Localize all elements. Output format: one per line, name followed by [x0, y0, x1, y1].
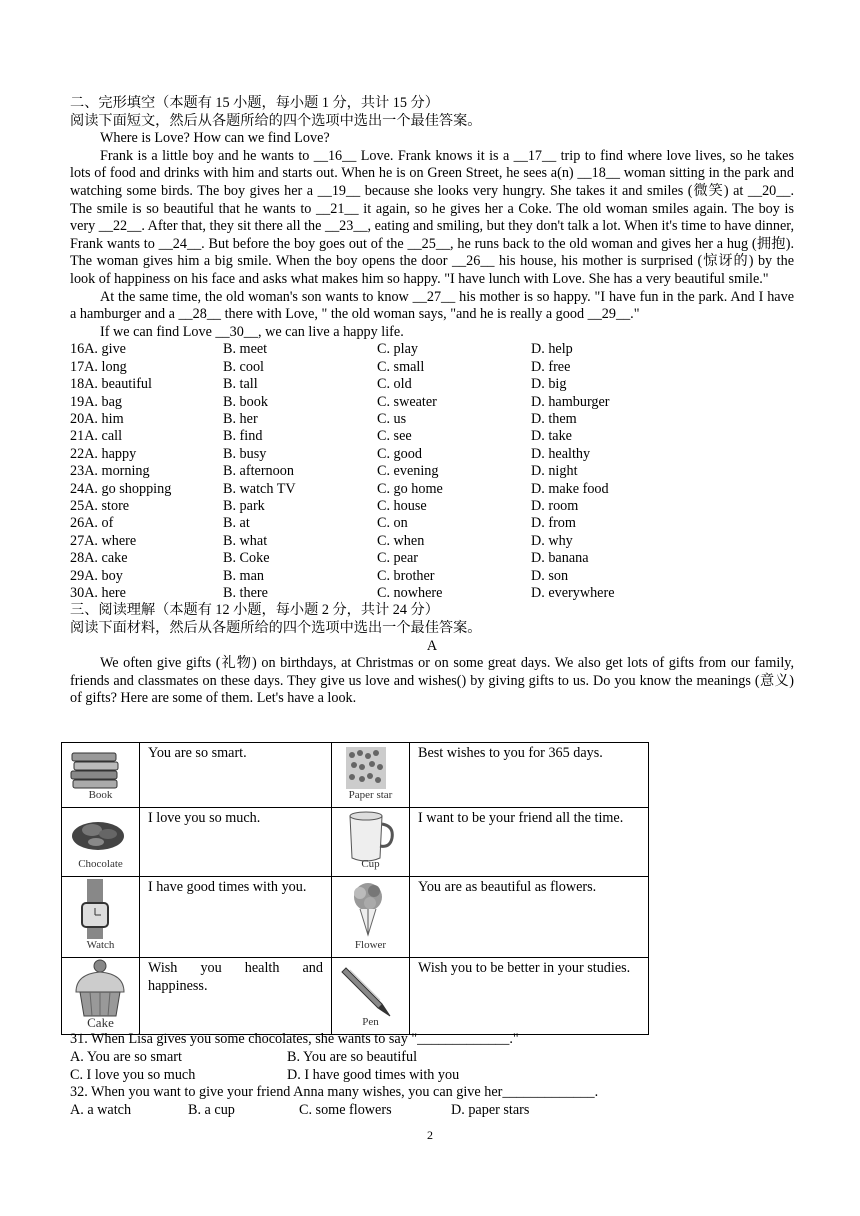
question-32-option-c: C. some flowers: [299, 1102, 392, 1118]
option: B. man: [223, 567, 264, 584]
option: C. play: [377, 341, 418, 358]
option: D. room: [531, 497, 579, 514]
gift-caption: Flower: [354, 939, 387, 952]
gift-image-cell: [62, 958, 140, 1035]
cloze-options: [70, 341, 794, 602]
option: B. park: [223, 497, 265, 514]
question-31-option-a: A. You are so smart: [70, 1049, 182, 1065]
option: B. Coke: [223, 550, 270, 567]
option: D. everywhere: [531, 585, 615, 601]
option: B. book: [223, 393, 268, 410]
option: 29A. boy: [70, 567, 123, 584]
option: C. old: [377, 376, 412, 393]
passage-paragraph-3: If we can find Love __30__, we can live a happy life.: [100, 323, 404, 340]
table-row: [62, 877, 649, 958]
gift-image-cell: [62, 808, 140, 877]
option: 26A. of: [70, 515, 114, 532]
option: D. why: [531, 532, 573, 549]
option: D. help: [531, 341, 573, 358]
gift-meaning: Wish you to be better in your studies.: [410, 958, 649, 1035]
option: 23A. morning: [70, 463, 150, 480]
gift-image-cell: [62, 877, 140, 958]
option: B. meet: [223, 341, 268, 358]
option: C. pear: [377, 550, 418, 567]
option: 27A. where: [70, 532, 137, 549]
gift-image-cell: [332, 743, 410, 808]
option: D. make food: [531, 480, 609, 497]
option: C. nowhere: [377, 585, 443, 601]
option: B. at: [223, 515, 250, 532]
option: C. go home: [377, 480, 443, 497]
gifts-table: [61, 742, 649, 1035]
question-31-option-b: B. You are so beautiful: [287, 1049, 418, 1065]
gift-caption: Pen: [362, 1016, 379, 1029]
option: 22A. happy: [70, 445, 137, 462]
document-body: [70, 95, 794, 708]
section3-instruction: 阅读下面材料，然后从各题所给的四个选项中选出一个最佳答案。: [70, 620, 482, 636]
reading-intro: We often give gifts (礼物) on birthdays, at Christmas or on some great days. We also get lots of gifts from our family, friends and classmates on these days. They give us love and wishes() by giving gifts to us. Do you know the meanings (意义) of gifts? Here are some of them. Let's have a look.: [70, 655, 794, 707]
option: 28A. cake: [70, 550, 128, 567]
option: 24A. go shopping: [70, 480, 172, 497]
table-row: [62, 743, 649, 808]
gift-meaning-text: Wish you health and happiness.: [148, 960, 323, 994]
option: C. small: [377, 358, 425, 375]
option: D. big: [531, 376, 567, 393]
gift-caption: Watch: [86, 939, 115, 952]
passage-title: Where is Love? How can we find Love?: [100, 130, 330, 147]
option: 19A. bag: [70, 393, 123, 410]
gift-caption: Chocolate: [78, 858, 123, 871]
option: C. house: [377, 497, 427, 514]
gift-meaning: I want to be your friend all the time.: [410, 808, 649, 877]
option: C. see: [377, 428, 412, 445]
question-31-option-c: C. I love you so much: [70, 1067, 196, 1083]
option: D. hamburger: [531, 393, 610, 410]
question-32-option-b: B. a cup: [188, 1102, 235, 1118]
option: C. us: [377, 410, 407, 427]
option: B. busy: [223, 445, 267, 462]
option: B. tall: [223, 376, 258, 393]
gift-caption: Cake: [87, 1015, 114, 1031]
question-32-option-d: D. paper stars: [451, 1102, 530, 1118]
question-32: 32. When you want to give your friend Anna many wishes, you can give her_____________.: [70, 1084, 599, 1100]
gift-caption: Cup: [361, 858, 380, 871]
gift-meaning: Best wishes to you for 365 days.: [410, 743, 649, 808]
gift-caption: Book: [88, 789, 113, 802]
gift-image-cell: [332, 877, 410, 958]
option: D. son: [531, 567, 569, 584]
option: B. afternoon: [223, 463, 294, 480]
section2-instruction: 阅读下面短文，然后从各题所给的四个选项中选出一个最佳答案。: [70, 112, 482, 129]
option: C. when: [377, 532, 425, 549]
question-31-option-d: D. I have good times with you: [287, 1067, 460, 1083]
gift-meaning: You are as beautiful as flowers.: [410, 877, 649, 958]
gift-image-cell: [332, 958, 410, 1035]
question-31: 31. When Lisa gives you some chocolates, she wants to say "_____________.": [70, 1031, 519, 1047]
passage-paragraph-1: Frank is a little boy and he wants to __16__ Love. Frank knows it is a __17__ trip to find where love lives, so he takes lots of food and drinks with him and starts out. When he is on Green Street, he sees a(n) __18__ woman sitting in the park and watching some birds. The boy gives her a __19__ because she looks very hungry. She takes it and smiles (微笑) at __20__. The smile is so beautiful that he wants to __21__ it again, so he gives her a Coke. The old woman smiles again. The boy is very __22__. After that, they sit there all the __23__, eating and smiling, but they don't talk a lot. When it's time to have dinner, Frank wants to __24__. But before the boy goes out of the __25__, he runs back to the old woman and gives her a hug (拥抱). The woman gives him a big smile. When the boy opens the door __26__ his house, his mother is surprised (惊讶的) by the look of happiness on his face and asks what makes him so happy. "I have lunch with Love. She has a very beautiful smile.": [70, 147, 794, 287]
option: D. take: [531, 428, 572, 445]
option: C. brother: [377, 567, 435, 584]
option: B. watch TV: [223, 480, 296, 497]
table-row: [62, 808, 649, 877]
passage-paragraph-2: At the same time, the old woman's son wants to know __27__ his mother is so happy. "I have fun in the park. And I have a hamburger and a __28__ there with Love, " the old woman says, "and he is really a good __29__.": [70, 288, 794, 323]
gift-caption: Paper star: [348, 789, 393, 802]
option: D. them: [531, 410, 577, 427]
gift-image-cell: [332, 808, 410, 877]
option: B. what: [223, 532, 268, 549]
option: 30A. here: [70, 585, 126, 601]
section2-heading: 二、完形填空（本题有 15 小题，每小题 1 分，共计 15 分）: [70, 95, 439, 111]
section3-heading: 三、阅读理解（本题有 12 小题，每小题 2 分，共计 24 分）: [70, 602, 439, 619]
option: D. from: [531, 515, 576, 532]
option: C. good: [377, 445, 422, 462]
gift-meaning: [140, 958, 332, 1035]
page-number: 2: [427, 1128, 433, 1142]
option: B. find: [223, 428, 263, 445]
part-label: A: [426, 637, 438, 654]
gift-image-cell: [62, 743, 140, 808]
option: D. free: [531, 358, 571, 375]
table-row: [62, 958, 649, 1035]
option: 21A. call: [70, 428, 123, 445]
gift-meaning: I love you so much.: [140, 808, 332, 877]
option: D. banana: [531, 550, 589, 567]
option: B. cool: [223, 358, 264, 375]
option: 17A. long: [70, 358, 127, 375]
option: D. night: [531, 463, 578, 480]
gift-meaning: You are so smart.: [140, 743, 332, 808]
option: 20A. him: [70, 410, 124, 427]
option: 25A. store: [70, 497, 130, 514]
option: D. healthy: [531, 445, 591, 462]
option: B. her: [223, 410, 258, 427]
option: C. on: [377, 515, 408, 532]
option: C. sweater: [377, 393, 437, 410]
gift-meaning: I have good times with you.: [140, 877, 332, 958]
question-32-option-a: A. a watch: [70, 1102, 132, 1118]
option: C. evening: [377, 463, 439, 480]
option: 18A. beautiful: [70, 376, 152, 393]
option: B. there: [223, 585, 268, 601]
option: 16A. give: [70, 341, 126, 358]
